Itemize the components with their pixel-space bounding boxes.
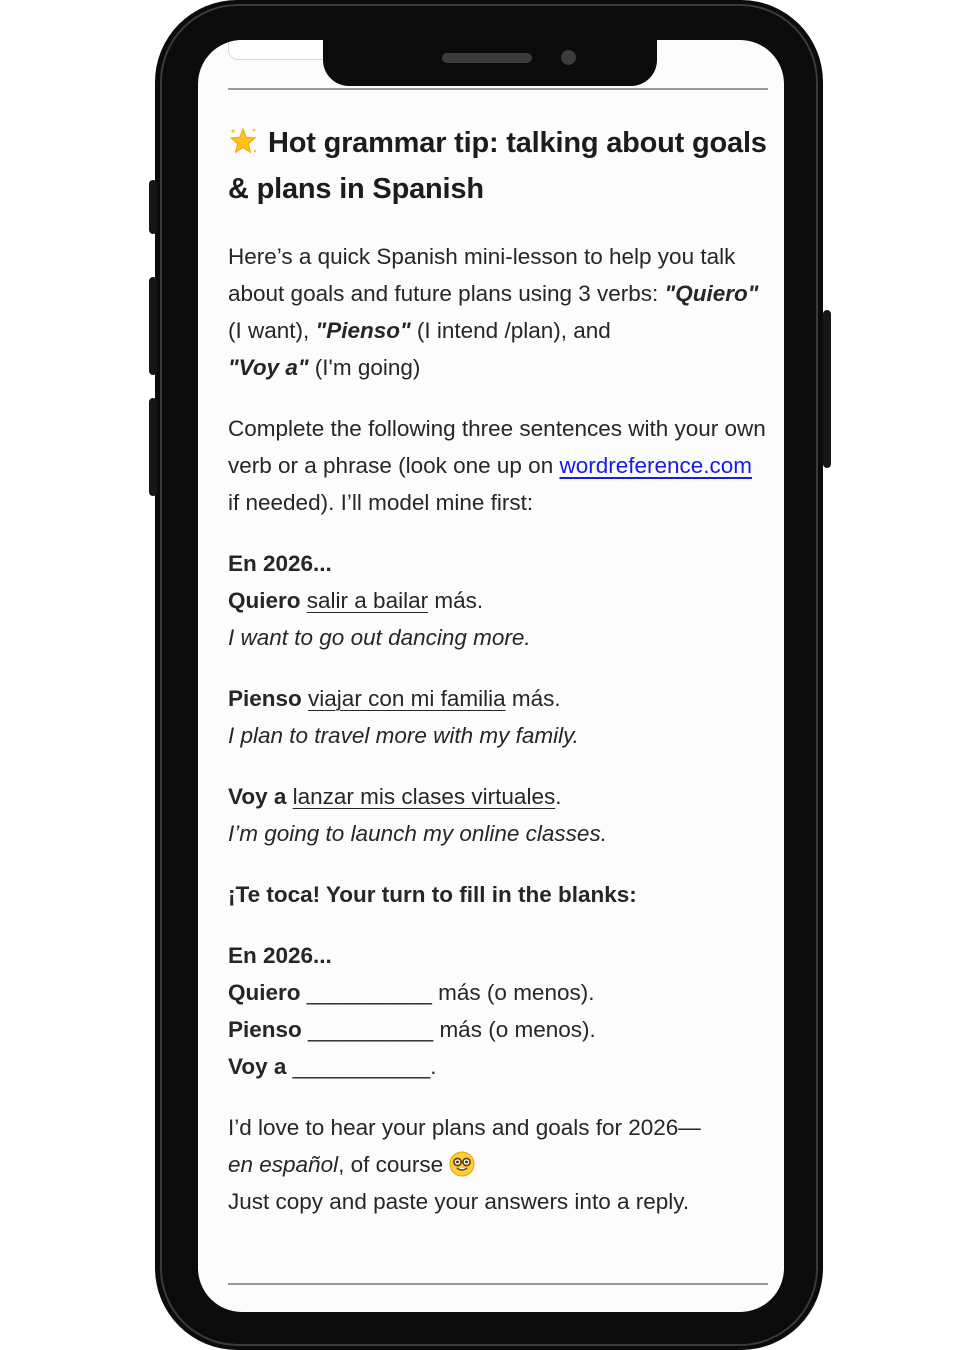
example-end: .: [555, 784, 562, 809]
closing-paragraph: [228, 1109, 768, 1220]
intro-text: Here’s a quick Spanish mini-lesson to help you talk about goals and future plans using 3 verbs:: [228, 244, 736, 306]
wordreference-link[interactable]: wordreference.com: [559, 453, 753, 478]
gloss-going: (I'm going): [308, 355, 421, 380]
front-camera: [561, 50, 576, 65]
verb-voy-a: "Voy a": [228, 355, 309, 380]
gloss-want: (I want),: [228, 318, 316, 343]
example-translation: I want to go out dancing more.: [228, 625, 531, 650]
power-button: [823, 310, 831, 468]
instructions-paragraph: [228, 410, 768, 521]
blank-end: .: [430, 1054, 437, 1079]
closing-line-3: Just copy and paste your answers into a reply.: [228, 1189, 690, 1214]
blank-end: más (o menos).: [431, 980, 595, 1005]
email-body: [228, 120, 768, 1244]
blank-line: ___________: [292, 1054, 431, 1079]
example-end: más.: [505, 686, 561, 711]
blank-verb: Quiero: [228, 980, 301, 1005]
model-example-2: [228, 680, 768, 754]
intro-paragraph: [228, 238, 768, 386]
closing-mid: , of course: [338, 1152, 450, 1177]
blanks-block: [228, 937, 768, 1085]
volume-up-button: [149, 277, 157, 375]
blank-verb: Voy a: [228, 1054, 287, 1079]
mute-switch: [149, 180, 157, 234]
example-phrase: salir a bailar: [306, 588, 429, 613]
post-title: [228, 120, 768, 212]
example-verb: Pienso: [228, 686, 302, 711]
blank-line: __________: [308, 1017, 434, 1042]
top-divider: [228, 88, 768, 90]
phone-screen: [198, 40, 784, 1312]
blank-end: más (o menos).: [433, 1017, 596, 1042]
notch: [323, 40, 657, 86]
gloss-intend: (I intend /plan), and: [410, 318, 611, 343]
example-verb: Quiero: [228, 588, 301, 613]
sparkle-star-icon: [228, 126, 258, 156]
blanks-heading: En 2026...: [228, 943, 332, 968]
closing-italic: en español: [228, 1152, 339, 1177]
model-heading: En 2026...: [228, 551, 332, 576]
example-translation: I’m going to launch my online classes.: [228, 821, 607, 846]
model-example-3: [228, 778, 768, 852]
verb-quiero: "Quiero": [664, 281, 759, 306]
example-verb: Voy a: [228, 784, 287, 809]
example-phrase: lanzar mis clases virtuales: [292, 784, 556, 809]
example-phrase: viajar con mi familia: [308, 686, 506, 711]
volume-down-button: [149, 398, 157, 496]
bottom-divider: [228, 1283, 768, 1285]
your-turn-heading: ¡Te toca! Your turn to fill in the blanks:: [228, 882, 637, 907]
post-title-text: Hot grammar tip: talking about goals & plans in Spanish: [228, 127, 767, 205]
example-translation: I plan to travel more with my family.: [228, 723, 579, 748]
instructions-text: Complete the following three sentences with your own verb or a phrase (look one up on: [228, 416, 766, 478]
nerd-face-icon: [449, 1151, 475, 1177]
model-block: [228, 545, 768, 656]
example-end: más.: [428, 588, 484, 613]
instructions-text-end: if needed). I’ll model mine first:: [228, 490, 534, 515]
blank-verb: Pienso: [228, 1017, 302, 1042]
speaker-grille: [442, 53, 532, 63]
blank-line: __________: [306, 980, 432, 1005]
closing-line-1: I’d love to hear your plans and goals for 2026—: [228, 1115, 701, 1140]
verb-pienso: "Pienso": [315, 318, 411, 343]
